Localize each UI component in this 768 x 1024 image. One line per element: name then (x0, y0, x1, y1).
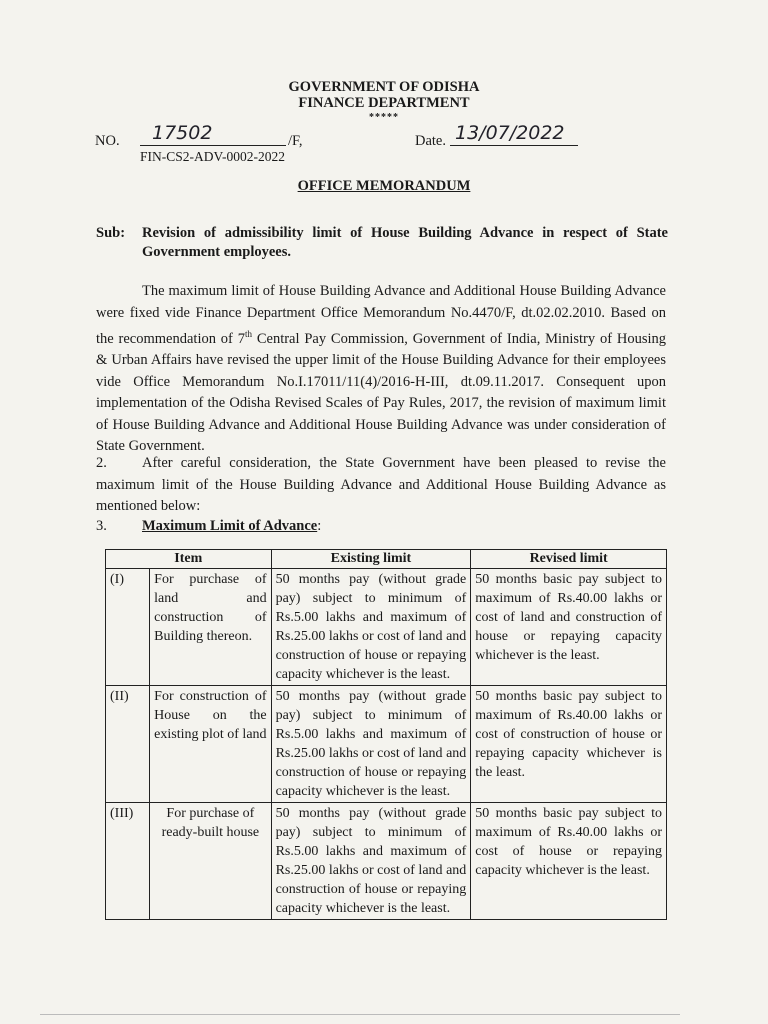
file-number: FIN-CS2-ADV-0002-2022 (140, 149, 286, 164)
heading-stars: ***** (369, 112, 399, 123)
date-underline (450, 145, 578, 146)
row-item: For purchase of ready-built house (150, 803, 271, 920)
row-revised-limit: 50 months basic pay subject to maximum of Rs.40.00 lakhs or cost of house or repaying capacity whichever is the least. (471, 803, 667, 920)
row-existing-limit: 50 months pay (without grade pay) subject to minimum of Rs.5.00 lakhs and maximum of Rs.25.00 lakhs or cost of land and construction of house or repaying capacity whichever is the least. (271, 803, 471, 920)
page-bottom-rule (40, 1014, 680, 1015)
subject-label: Sub: (96, 225, 126, 241)
number-suffix: /F, (288, 133, 303, 149)
paragraph-1 (96, 281, 666, 458)
row-number: (III) (106, 803, 150, 920)
row-item: For purchase of land and construction of Building thereon. (150, 569, 271, 686)
row-existing-limit: 50 months pay (without grade pay) subject to minimum of Rs.5.00 lakhs and maximum of Rs.25.00 lakhs or cost of land and construction of house or repaying capacity whichever is the least. (271, 569, 471, 686)
number-underline (140, 145, 286, 146)
header-existing-limit: Existing limit (271, 550, 471, 569)
govt-heading: GOVERNMENT OF ODISHA (288, 79, 480, 95)
table-row (106, 569, 667, 686)
section-3-number: 3. (96, 518, 107, 534)
memo-title: OFFICE MEMORANDUM (297, 178, 471, 194)
memo-number-handwritten: 17502 (152, 122, 213, 144)
advance-limit-table (105, 549, 667, 920)
date-label: Date. (415, 133, 446, 149)
paragraph-1-text-a: The maximum limit of House Building Advance and Additional House Building Advance were fixed vide Finance Department Office Memorandum No.4470/F, dt.02.02.2010. Based on the recommendation of 7 (96, 283, 666, 347)
paragraph-1-text-b: Central Pay Commission, Government of India, Ministry of Housing & Urban Affairs have revised the upper limit of the House Building Advance for their employees vide Office Memorandum No.I.17011/11(4)/2016-H-III, dt.09.11.2017. Consequent upon implementation of the Odisha Revised Scales of Pay Rules, 2017, the revision of maximum limit of House Building Advance and Additional House Building Advance was under consideration of State Government. (96, 330, 666, 455)
row-number: (II) (106, 686, 150, 803)
date-handwritten: 13/07/2022 (455, 122, 565, 144)
header-item: Item (106, 550, 272, 569)
subject-block (96, 224, 668, 262)
paragraph-2-number: 2. (96, 455, 107, 471)
section-3-heading (96, 518, 321, 535)
section-3-colon: : (317, 518, 322, 534)
paragraph-1-sup: th (244, 329, 252, 339)
row-number: (I) (106, 569, 150, 686)
department-heading: FINANCE DEPARTMENT (298, 95, 470, 111)
table-header-row (106, 550, 667, 569)
row-item: For construction of House on the existing plot of land (150, 686, 271, 803)
paragraph-2 (96, 453, 666, 518)
row-revised-limit: 50 months basic pay subject to maximum of Rs.40.00 lakhs or cost of construction of house or repaying capacity whichever is the least. (471, 686, 667, 803)
table-row (106, 686, 667, 803)
row-existing-limit: 50 months pay (without grade pay) subject to minimum of Rs.5.00 lakhs and maximum of Rs.25.00 lakhs or cost of land and construction of house or repaying capacity whichever is the least. (271, 686, 471, 803)
header-revised-limit: Revised limit (471, 550, 667, 569)
number-label: NO. (95, 133, 120, 149)
subject-text: Revision of admissibility limit of House Building Advance in respect of State Government employees. (142, 225, 668, 260)
section-3-title: Maximum Limit of Advance (142, 518, 318, 534)
row-revised-limit: 50 months basic pay subject to maximum of Rs.40.00 lakhs or cost of land and construction of house or repaying capacity whichever is the least. (471, 569, 667, 686)
table-row (106, 803, 667, 920)
paragraph-2-text: After careful consideration, the State Government have been pleased to revise the maximum limit of the House Building Advance and Additional House Building Advance as mentioned below: (96, 455, 666, 514)
